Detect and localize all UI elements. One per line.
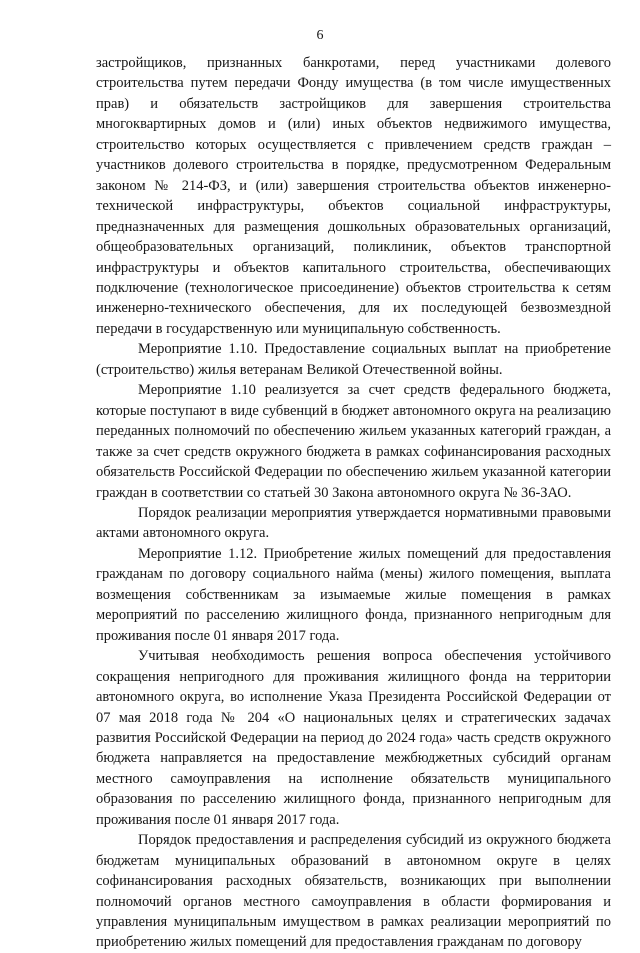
paragraph-3: Мероприятие 1.10 реализуется за счет средств федерального бюджета, которые поступают в виде субвенций в бюджет автономного округа на реализацию переданных полномочий по обеспечению жильем указанных категорий граждан, а также за счет средств окружного бюджета в рамках софинансирования расходных обязательств Российской Федерации по обеспечению жильем указанной категории граждан в соответствии со статьей 30 Закона автономного округа № 36-ЗАО. xyxy=(96,382,611,501)
paragraph-4: Порядок реализации мероприятия утверждается нормативными правовыми актами автономного округа. xyxy=(96,504,611,542)
document-body xyxy=(96,53,611,953)
paragraph-6: Учитывая необходимость решения вопроса обеспечения устойчивого сокращения непригодного для проживания жилищного фонда на территории автономного округа, во исполнение Указа Президента Российской Федерации от 07 мая 2018 года № 204 «О национальных целях и стратегических задачах развития Российской Федерации на период до 2024 года» часть средств окружного бюджета направляется на предоставление межбюджетных субсидий органам местного самоуправления на исполнение обязательств муниципального образования по расселению жилищного фонда, признанного непригодным для проживания после 01 января 2017 года. xyxy=(96,648,611,828)
paragraph-2: Мероприятие 1.10. Предоставление социальных выплат на приобретение (строительство) жилья ветеранам Великой Отечественной войны. xyxy=(96,341,611,378)
paragraph-7: Порядок предоставления и распределения субсидий из окружного бюджета бюджетам муниципальных образований в автономном округе в целях софинансирования расходных обязательств, возникающих при выполнении полномочий органов местного самоуправления в области формирования и управления муниципальным имуществом в рамках реализации мероприятий по приобретению жилых помещений для предоставления гражданам по договору xyxy=(96,832,611,951)
paragraph-5: Мероприятие 1.12. Приобретение жилых помещений для предоставления гражданам по договору социального найма (мены) жилого помещения, выплата возмещения собственникам за изымаемые жилые помещения в рамках мероприятий по расселению жилищного фонда, признанного непригодным для проживания после 01 января 2017 года. xyxy=(96,545,611,644)
paragraph-1: застройщиков, признанных банкротами, перед участниками долевого строительства путем передачи Фонду имущества (в том числе имущественных прав) и обязательств застройщиков для завершения строительства многоквартирных домов и (или) иных объектов недвижимого имущества, строительство которых осуществляется с привлечением средств граждан – участников долевого строительства в порядке, предусмотренном Федеральным законом № 214-ФЗ, и (или) завершения строительства объектов инженерно-технической инфраструктуры, объектов социальной инфраструктуры, предназначенных для размещения дошкольных образовательных организаций, общеобразовательных организаций, поликлиник, объектов транспортной инфраструктуры и объектов капитального строительства, обеспечивающих подключение (технологическое присоединение) объектов строительства к сетям инженерно-технического обеспечения, для их последующей безвозмездной передачи в государственную или муниципальную собственность. xyxy=(96,55,611,337)
page-number: 6 xyxy=(316,28,324,43)
